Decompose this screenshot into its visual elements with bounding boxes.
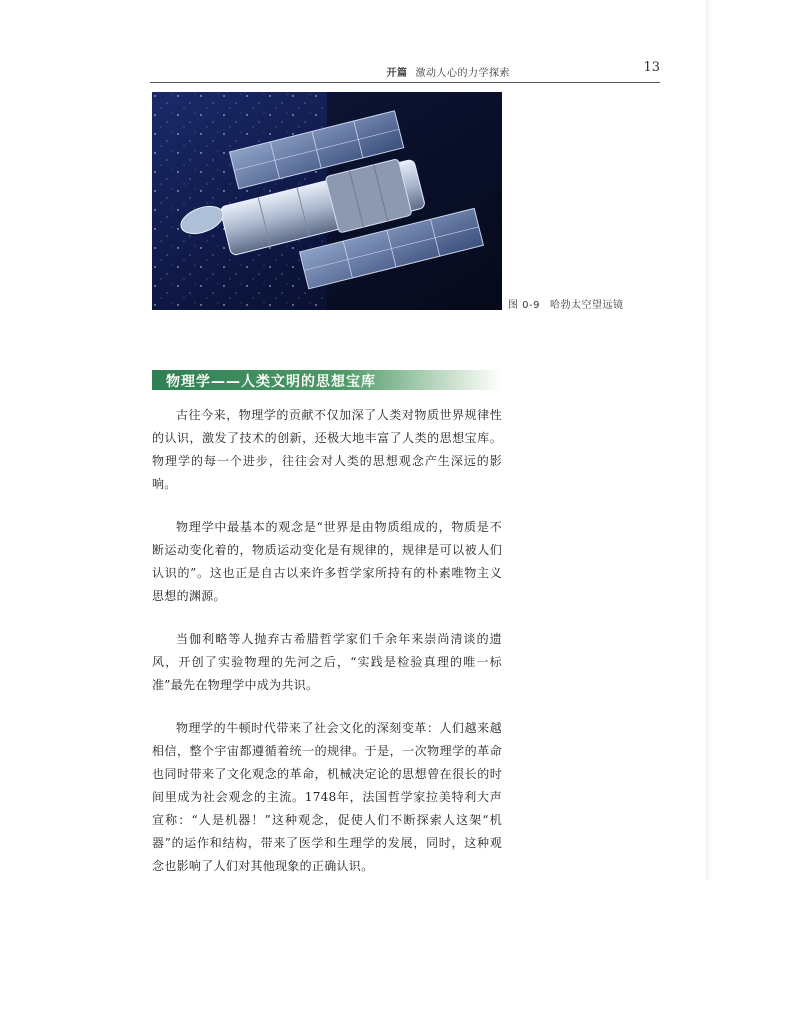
body-text (152, 404, 502, 898)
header-chapter: 开篇 (386, 68, 408, 79)
header-running-title: 激动人心的力学探索 (415, 68, 510, 79)
caption-text: 哈勃太空望远镜 (550, 300, 624, 311)
paragraph: 物理学中最基本的观念是“世界是由物质组成的，物质是不断运动变化着的，物质运动变化是有规律的，规律是可以被人们认识的”。这也正是自古以来许多哲学家所持有的朴素唯物主义思想的渊源。 (152, 520, 502, 603)
figure-caption (508, 296, 624, 311)
header-title (387, 64, 511, 79)
section-title: 物理学——人类文明的思想宝库 (166, 374, 376, 390)
paragraph: 当伽利略等人抛弃古希腊哲学家们千余年来崇尚清谈的遗风，开创了实验物理的先河之后，“实践是检验真理的唯一标准”最先在物理学中成为共识。 (152, 632, 502, 692)
header-rule (150, 82, 660, 83)
running-header (150, 62, 660, 82)
page-edge-shade (706, 0, 712, 880)
caption-number: 图 0-9 (508, 300, 541, 311)
section-heading (152, 370, 502, 390)
paragraph: 物理学的牛顿时代带来了社会文化的深刻变革：人们越来越相信，整个宇宙都遵循着统一的规律。于是，一次物理学的革命也同时带来了文化观念的革命，机械决定论的思想曾在很长的时间里成为社会观念的主流。1748年，法国哲学家拉美特利大声宣称：“人是机器！”这种观念，促使人们不断探索人这架“机器”的运作和结构，带来了医学和生理学的发展，同时，这种观念也影响了人们对其他现象的正确认识。 (152, 721, 502, 873)
paragraph: 古往今来，物理学的贡献不仅加深了人类对物质世界规律性的认识，激发了技术的创新，还极大地丰富了人类的思想宝库。物理学的每一个进步，往往会对人类的思想观念产生深远的影响。 (152, 408, 502, 491)
hubble-illustration (152, 92, 502, 310)
page-number: 13 (643, 60, 660, 75)
hubble-telescope-photo (152, 92, 502, 310)
